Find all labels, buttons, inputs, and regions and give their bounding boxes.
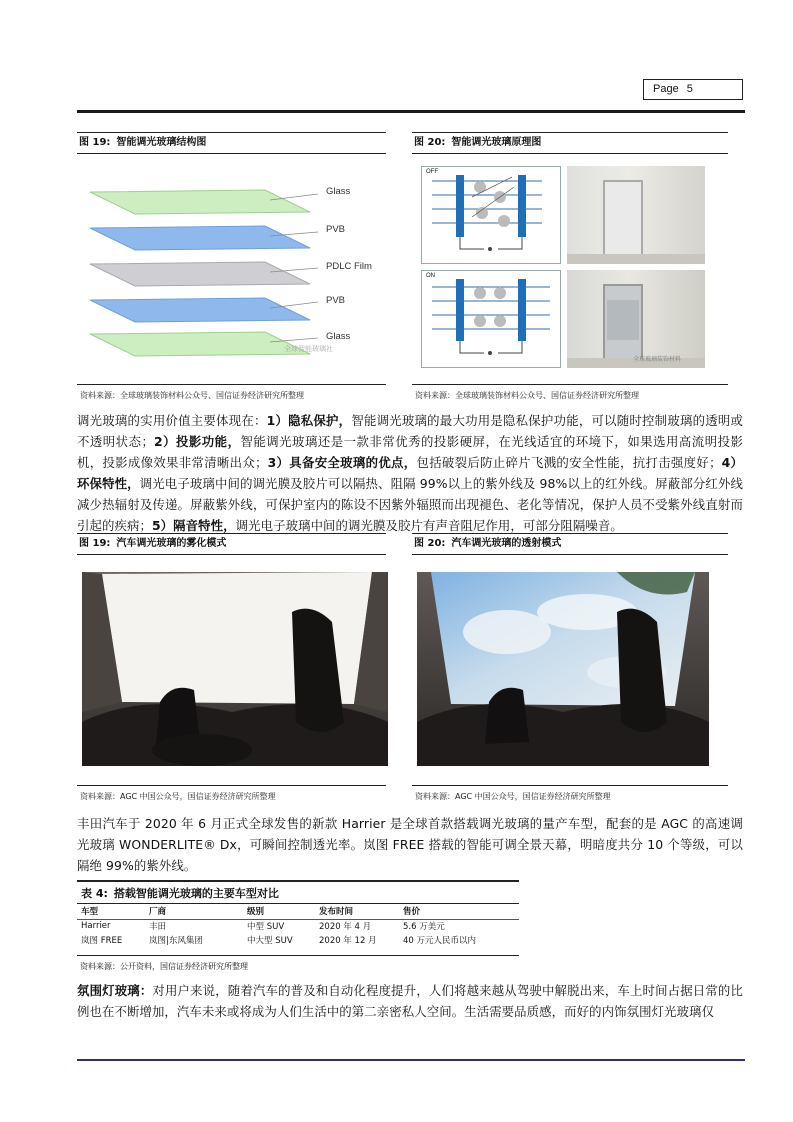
- off-label: OFF: [426, 169, 438, 175]
- table-cell: 40 万元人民币以内: [403, 936, 477, 946]
- header-cell: 厂商: [145, 904, 243, 919]
- table-source: 资料来源：公开资料，国信证券经济研究所整理: [77, 955, 519, 972]
- header-rule: [77, 110, 745, 113]
- header-cell: 级别: [243, 904, 315, 919]
- table-title: [77, 880, 519, 904]
- harrier-paragraph: 丰田汽车于 2020 年 6 月正式全球发售的新款 Harrier 是全球首款搭载调光玻璃的量产车型，配套的是 AGC 的高速调光玻璃 WONDERLITE® Dx，可瞬间控制透光率。岚图 FREE 搭载的智能可调全景天幕，明暗度共分 10 个等级，可以隔绝 99%的紫外线。: [77, 816, 743, 873]
- on-label: ON: [426, 273, 435, 279]
- watermark: 全球玻璃装饰材料: [633, 356, 682, 363]
- ambient-light-paragraph: 氛围灯玻璃：对用户来说，随着汽车的普及和自动化程度提升，人们将越来越从驾驶中解脱出来，车上时间占据日常的比例也在不断增加，汽车未来或将成为人们生活中的第二亲密私人空间。生活需要品质感，而好的内饰氛围灯光玻璃仅: [77, 983, 743, 1019]
- watermark: 全球智能玻璃社: [284, 345, 333, 353]
- layer-pvb-bottom: [90, 298, 310, 322]
- figure-label: 图 20:: [414, 538, 446, 549]
- off-state-diagram: [421, 166, 561, 264]
- table-cell: 岚图 FREE: [81, 936, 123, 946]
- layer-label-glass-top: Glass: [326, 186, 351, 197]
- header-cell: 车型: [77, 904, 145, 919]
- table-cell: 中大型 SUV: [247, 936, 293, 946]
- layer-structure-diagram: [80, 164, 385, 366]
- table-row: [77, 933, 519, 947]
- table-label: 表 4:: [81, 887, 108, 900]
- figure-20-source: 资料来源：全球玻璃装饰材料公众号、国信证券经济研究所整理: [412, 384, 728, 403]
- figure-label: 图 19:: [79, 538, 111, 549]
- figure-caption: 智能调光玻璃结构图: [116, 137, 207, 148]
- header-cell: 售价: [399, 904, 519, 919]
- table-grid: [77, 904, 519, 947]
- figure-caption: 汽车调光玻璃的透射模式: [451, 538, 562, 549]
- table-cell: 2020 年 4 月: [319, 922, 372, 933]
- header-cell: 发布时间: [315, 904, 399, 919]
- layer-label-pdlc: PDLC Film: [326, 261, 372, 272]
- table-cell: 中型 SUV: [247, 922, 285, 933]
- car-transmission-mode-photo: [417, 572, 709, 766]
- figure-19-source: 资料来源：全球玻璃装饰材料公众号、国信证券经济研究所整理: [77, 384, 386, 403]
- value-paragraph: 调光玻璃的实用价值主要体现在：1）隐私保护，智能调光玻璃的最大功用是隐私保护功能，可以随时控制玻璃的透明或不透明状态；2）投影功能，智能调光玻璃还是一款非常优秀的投影硬屏，在光线适宜的环境下，如果选用高流明投影机，投影成像效果非常清晰出众；3）具备安全玻璃的优点，包括破裂后防止碎片飞溅的安全性能，抗打击强度好；4）环保特性，调光电子玻璃中间的调光膜及胶片可以隔热、阻隔 99%以上的紫外线及 98%以上的红外线。屏蔽部分红外线减少热辐射及传递。屏蔽紫外线，可保护室内的陈设不因紫外辐照而出现褪色、老化等情况，保护人员不受紫外线直射而引起的疾病；5）隔音特性，调光电子玻璃中间的调光膜及胶片有声音阻尼作用，可部分阻隔噪音。: [77, 413, 744, 533]
- table-cell: 岚图|东风集团: [149, 936, 203, 946]
- figure-20b-title: [412, 533, 728, 555]
- car-fog-mode-photo: [82, 572, 388, 766]
- table-row: [77, 919, 519, 933]
- principle-diagram: [417, 166, 707, 374]
- table-header-row: [77, 904, 519, 919]
- figure-20b-source: 资料来源：AGC 中国公众号，国信证券经济研究所整理: [412, 785, 728, 804]
- on-state-diagram: [421, 270, 561, 368]
- figure-label: 图 20:: [414, 137, 446, 148]
- table-caption: 搭载智能调光玻璃的主要车型对比: [113, 887, 279, 900]
- footer-rule: [77, 1059, 745, 1061]
- figure-19b-source: 资料来源：AGC 中国公众号，国信证券经济研究所整理: [77, 785, 386, 804]
- page-number: 5: [686, 83, 693, 95]
- table-cell: 2020 年 12 月: [319, 936, 377, 946]
- figure-label: 图 19:: [79, 137, 111, 148]
- figure-caption: 汽车调光玻璃的雾化模式: [116, 538, 227, 549]
- layer-pdlc: [90, 262, 310, 286]
- vehicle-comparison-table: [77, 880, 519, 972]
- layer-label-pvb-top: PVB: [326, 224, 346, 235]
- layer-glass-bottom: [90, 332, 310, 356]
- layer-pvb-top: [90, 226, 310, 250]
- figure-20-title: [412, 132, 728, 154]
- page-label: Page: [653, 83, 679, 95]
- layer-label-glass-bottom: Glass: [326, 331, 351, 342]
- table-cell: Harrier: [81, 921, 111, 932]
- off-state-photo: [567, 166, 705, 264]
- figure-19-title: [77, 132, 386, 154]
- layer-glass-top: [90, 190, 310, 214]
- figure-19b-title: [77, 533, 386, 555]
- layer-label-pvb-bottom: PVB: [326, 295, 346, 306]
- page-number-box: [643, 79, 743, 100]
- table-cell: 5.6 万美元: [403, 922, 445, 933]
- figure-caption: 智能调光玻璃原理图: [451, 137, 542, 148]
- table-cell: 丰田: [149, 922, 167, 933]
- on-state-photo: [567, 270, 705, 368]
